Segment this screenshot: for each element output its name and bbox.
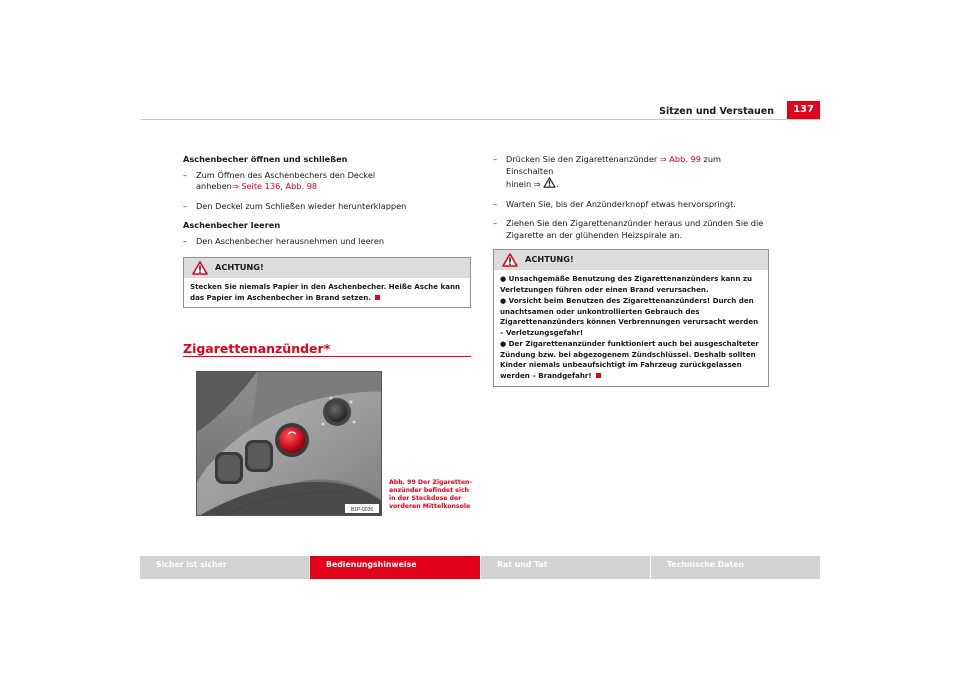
warning-body — [184, 278, 470, 307]
warning-point: ● Vorsicht beim Benutzen des Zigarettenanzünders! Durch den unachtsamen oder unkontrollierten Gebrauch des Zigarettenanzünders können Verbrennungen verursacht werden – Verletzungsgefahr! — [500, 296, 759, 337]
subheading-empty: Aschenbecher leeren — [183, 220, 281, 230]
warning-title: ACHTUNG! — [525, 254, 574, 265]
section-title: Zigarettenanzünder* — [183, 341, 331, 356]
section-divider — [183, 356, 471, 357]
footer-tab-technik[interactable]: Technische Daten — [651, 556, 820, 579]
list-item: – Ziehen Sie den Zigarettenanzünder heraus und zünden Sie die Zigarette an der glühenden Heizspirale an. — [493, 218, 764, 240]
footer-tab-rat[interactable]: Rat und Tat — [481, 556, 650, 579]
footer-tab-sicher[interactable]: Sicher ist sicher — [140, 556, 309, 579]
figure-cigarette-lighter — [196, 371, 382, 516]
warning-box — [183, 257, 471, 308]
bullet-icon: ● — [500, 274, 509, 283]
item-text: Warten Sie, bis der Anzünderknopf etwas hervorspringt. — [506, 198, 736, 209]
item-text-cont: zum Einschalten — [506, 154, 722, 176]
left-column — [183, 154, 471, 308]
subheading-open-close: Aschenbecher öffnen und schließen — [183, 154, 348, 164]
red-square-icon — [375, 295, 380, 300]
footer-tab-bedienung[interactable]: Bedienungshinweise — [310, 556, 480, 579]
warning-text: Stecken Sie niemals Papier in den Aschenbecher. Heiße Asche kann das Papier im Aschenbecher in Brand setzen. — [190, 282, 461, 302]
item-text: Ziehen Sie den Zigarettenanzünder heraus und zünden Sie die Zigarette an der glühenden Heizspirale an. — [506, 218, 764, 240]
warning-header — [494, 250, 768, 270]
warning-triangle-icon[interactable] — [543, 177, 556, 188]
warning-box — [493, 249, 769, 387]
list-item: – Den Aschenbecher herausnehmen und leeren — [183, 235, 385, 246]
right-column — [493, 154, 769, 387]
warning-title: ACHTUNG! — [215, 262, 264, 273]
page-number: 137 — [787, 101, 820, 119]
item-text-cont2: hinein ⇒ — [506, 179, 541, 189]
warning-triangle-icon — [192, 261, 208, 275]
list-item: – Warten Sie, bis der Anzünderknopf etwas hervorspringt. — [493, 198, 736, 209]
warning-point: ● Unsachgemäße Benutzung des Zigarettenanzünders kann zu Verletzungen führen oder einen Brand verursachen. — [500, 274, 753, 294]
bullet-icon: ● — [500, 339, 509, 348]
warning-triangle-icon — [502, 253, 518, 267]
list-item: – Zum Öffnen des Aschenbechers den Deckel anheben⇒ Seite 136, Abb. 98 — [183, 169, 376, 191]
figure-caption: Abb. 99 Der Zigaretten-anzünder befindet sich in der Steckdose der vorderen Mittelkonsole — [389, 479, 472, 510]
list-item: – Drücken Sie den Zigarettenanzünder ⇒ Abb. 99 zum Einschalten hinein ⇒ . — [493, 154, 722, 189]
header-divider — [140, 119, 820, 120]
red-square-icon — [596, 373, 601, 378]
reference-link[interactable]: ⇒ Seite 136, Abb. 98 — [231, 181, 318, 191]
item-text: Zum Öffnen des Aschenbechers den Deckel — [196, 169, 376, 180]
item-text: Den Aschenbecher herausnehmen und leeren — [196, 235, 385, 246]
reference-link[interactable]: ⇒ Abb. 99 — [659, 154, 701, 164]
warning-header — [184, 258, 470, 278]
console-illustration — [197, 372, 382, 516]
list-item: – Den Deckel zum Schließen wieder herunterklappen — [183, 200, 407, 211]
figure-code: B1P-0036 — [350, 507, 374, 513]
bullet-icon: ● — [500, 296, 509, 305]
item-text: Drücken Sie den Zigarettenanzünder — [506, 154, 658, 164]
warning-body — [494, 270, 768, 386]
item-text-cont: anheben — [196, 181, 232, 191]
warning-point: ● Der Zigarettenanzünder funktioniert auch bei ausgeschalteter Zündung bzw. bei abgezogenem Zündschlüssel. Deshalb sollten Kinder niemals unbeaufsichtigt im Fahrzeug zurückgelassen werden – Brandgefahr! — [500, 339, 759, 380]
item-text: Den Deckel zum Schließen wieder herunterklappen — [196, 200, 407, 211]
page-header-title: Sitzen und Verstauen — [659, 106, 774, 117]
